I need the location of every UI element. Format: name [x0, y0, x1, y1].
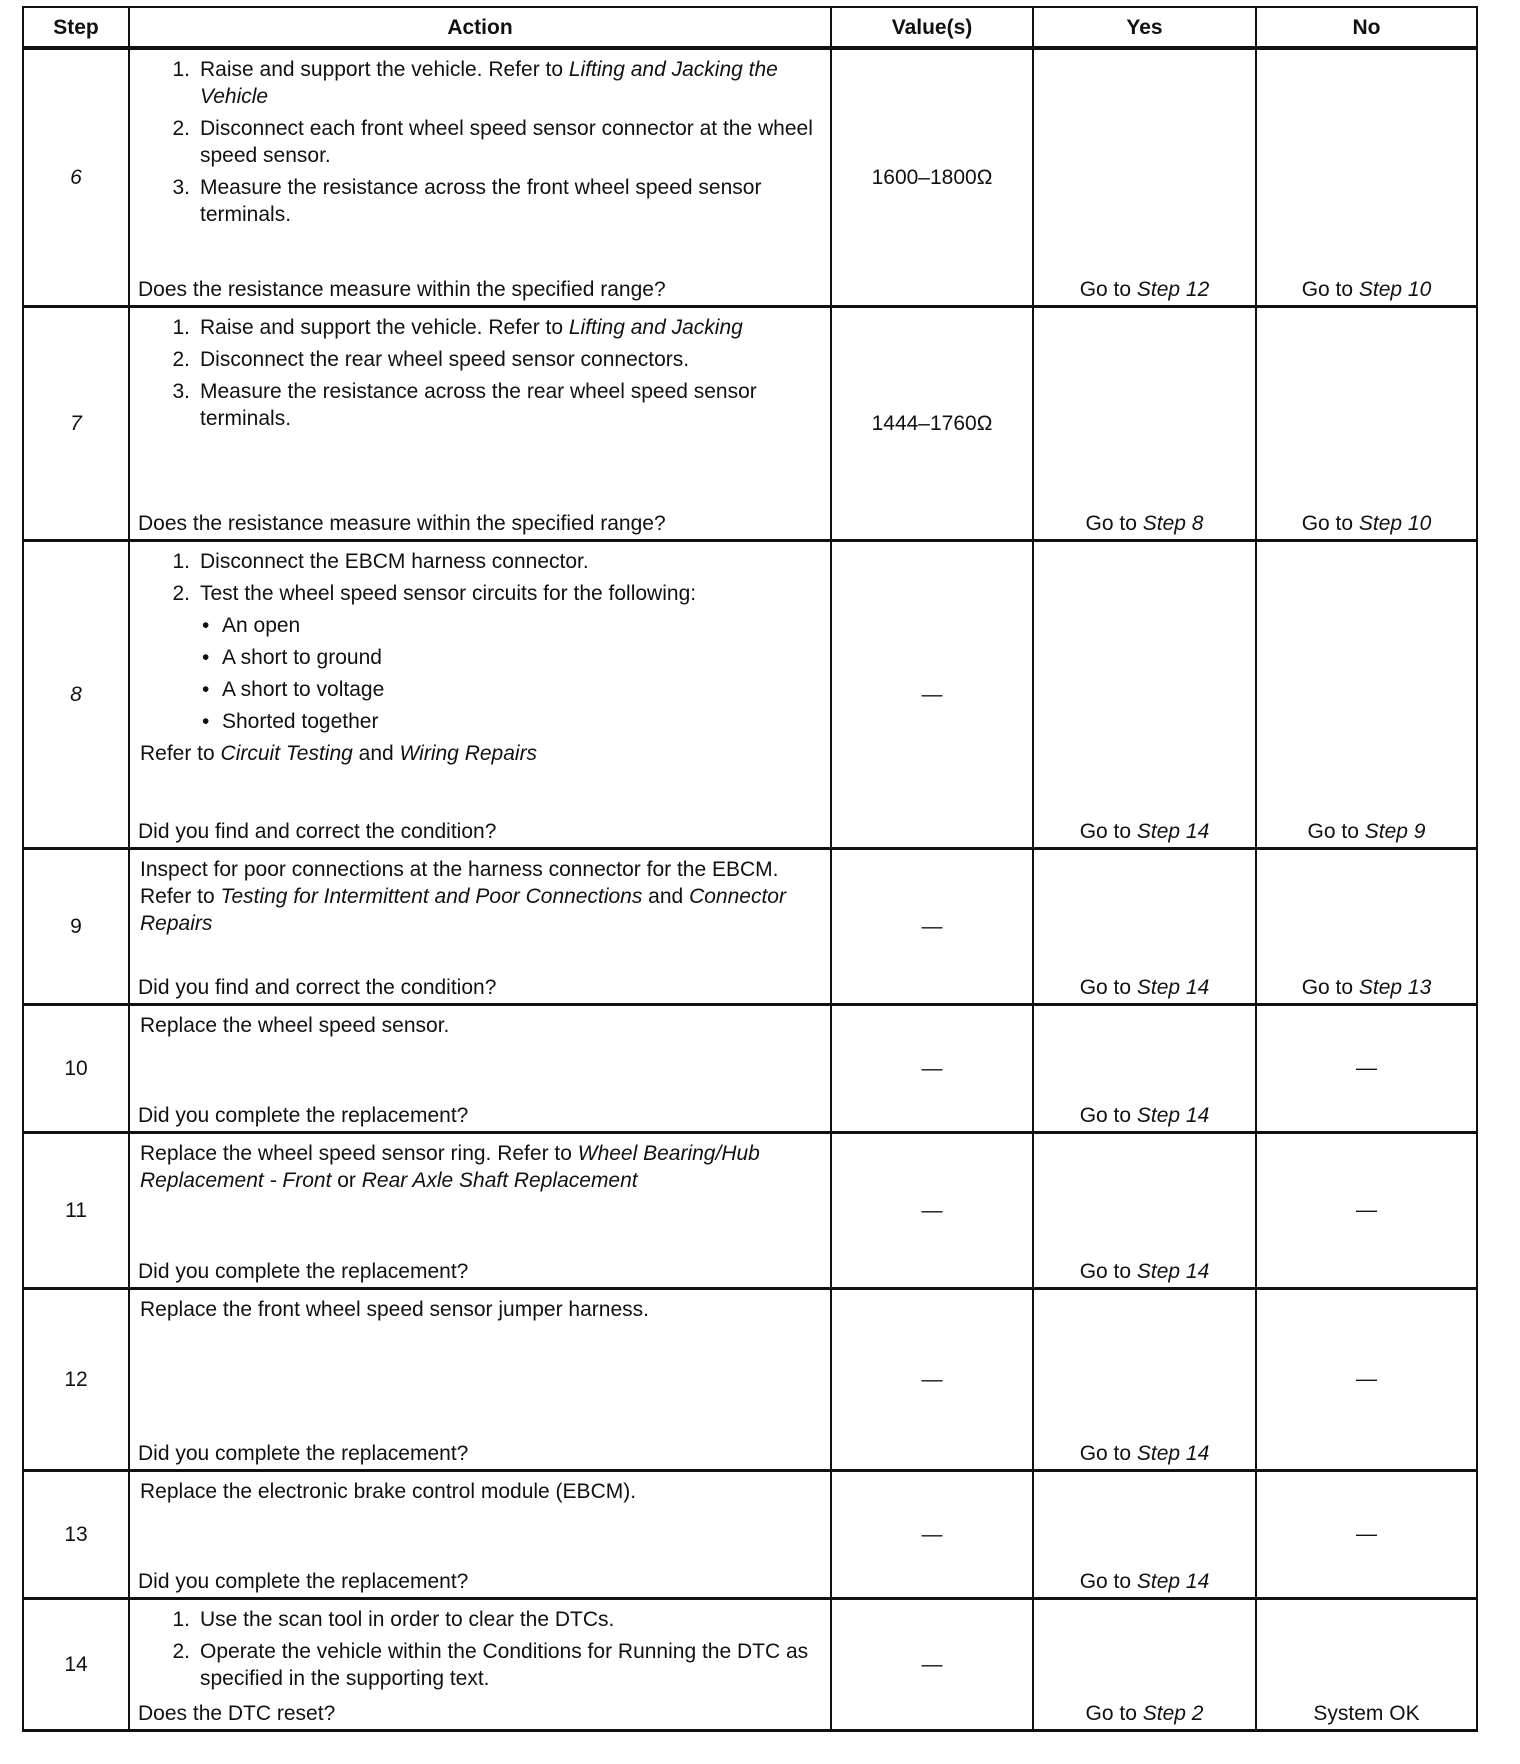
bullet-icon: •: [202, 613, 210, 637]
goto-label: Go to: [1085, 1701, 1143, 1725]
value-text: —: [921, 1367, 943, 1391]
goto-step: Step 10: [1358, 511, 1432, 535]
action-paragraph: [138, 1012, 820, 1039]
action-paragraph: [138, 856, 820, 937]
no-result: [1257, 974, 1476, 1001]
reference-link: Connector Repairs: [140, 884, 786, 935]
goto-label: Go to: [1085, 511, 1143, 535]
table-row: [23, 1288, 1477, 1470]
yes-result: [1034, 1258, 1255, 1285]
bullet-icon: •: [202, 677, 210, 701]
value-text: —: [921, 1522, 943, 1546]
yes-cell: [1033, 1470, 1256, 1598]
reference-link: Rear Axle Shaft Replacement: [361, 1168, 638, 1192]
step-number: 6: [23, 48, 129, 306]
table-row: [23, 1132, 1477, 1288]
step-index: 2.: [172, 117, 190, 140]
no-dash: —: [1356, 1367, 1377, 1391]
action-cell: [129, 1288, 831, 1470]
reference-link: Lifting and Jacking the Vehicle: [200, 58, 778, 108]
numbered-step: [138, 56, 820, 110]
table-row: [23, 1004, 1477, 1132]
action-text: [200, 1606, 614, 1633]
step-number: 12: [23, 1288, 129, 1470]
text-segment: Test the wheel speed sensor circuits for the following:: [200, 581, 697, 605]
action-text: [222, 644, 382, 671]
no-cell: [1256, 48, 1477, 306]
value-cell: [831, 306, 1033, 540]
goto-label: Go to: [1301, 511, 1359, 535]
numbered-step: [138, 1606, 820, 1633]
step-index: 1.: [172, 58, 190, 81]
goto-label: Go to: [1079, 1569, 1137, 1593]
action-cell: [129, 1470, 831, 1598]
yes-result: [1034, 1440, 1255, 1467]
action-cell: [129, 1598, 831, 1730]
action-text: [200, 314, 743, 341]
numbered-step: [138, 1638, 820, 1692]
action-text: [140, 858, 786, 935]
value-cell: [831, 848, 1033, 1004]
action-paragraph: [138, 740, 820, 767]
no-dash: —: [1356, 1522, 1377, 1546]
reference-link: Testing for Intermittent and Poor Connections: [220, 884, 643, 908]
no-cell: [1256, 1004, 1477, 1132]
no-dash: —: [1356, 1056, 1377, 1080]
yes-cell: [1033, 848, 1256, 1004]
action-text: [200, 174, 820, 228]
action-question: Does the resistance measure within the specified range?: [138, 511, 666, 535]
action-question: Did you complete the replacement?: [138, 1259, 469, 1283]
value-cell: [831, 1288, 1033, 1470]
text-segment: Use the scan tool in order to clear the DTCs.: [200, 1607, 615, 1631]
action-cell: [129, 540, 831, 848]
yes-result: [1034, 1700, 1255, 1727]
goto-step: Step 14: [1136, 1569, 1210, 1593]
header-row: [23, 7, 1477, 48]
step-index: 2.: [172, 347, 190, 371]
action-question: Did you find and correct the condition?: [138, 975, 497, 999]
step-number: 11: [23, 1132, 129, 1288]
text-segment: Shorted together: [222, 709, 379, 733]
yes-cell: [1033, 1132, 1256, 1288]
goto-step: Step 14: [1136, 819, 1210, 843]
yes-cell: [1033, 48, 1256, 306]
text-segment: Inspect for poor connections at the harness connector for the EBCM. Refer to: [140, 857, 779, 908]
numbered-step: [138, 548, 820, 575]
action-question: Did you find and correct the condition?: [138, 819, 497, 843]
action-text: [140, 1142, 760, 1192]
yes-result: [1034, 974, 1255, 1001]
header-step: Step: [23, 7, 129, 48]
action-cell: [129, 48, 831, 306]
value-text: —: [921, 682, 943, 706]
value-text: —: [921, 1652, 943, 1676]
goto-label: Go to: [1301, 277, 1359, 301]
value-cell: [831, 1132, 1033, 1288]
bullet-item: [138, 612, 820, 639]
numbered-step: [138, 378, 820, 432]
text-segment: or: [331, 1168, 362, 1192]
value-cell: [831, 1598, 1033, 1730]
goto-label: Go to: [1301, 975, 1359, 999]
text-segment: Disconnect the rear wheel speed sensor connectors.: [200, 347, 690, 371]
text-segment: Replace the wheel speed sensor ring. Refer to: [140, 1141, 578, 1165]
reference-link: Lifting and Jacking: [568, 315, 743, 339]
action-text: [200, 115, 820, 169]
goto-step: Step 13: [1358, 975, 1432, 999]
value-text: —: [921, 1198, 943, 1222]
step-index: 1.: [172, 315, 190, 339]
header-action: Action: [129, 7, 831, 48]
action-cell: [129, 1004, 831, 1132]
goto-step: Step 9: [1364, 819, 1426, 843]
text-segment: and: [642, 884, 690, 908]
action-text: [222, 708, 378, 735]
no-result: [1257, 510, 1476, 537]
value-text: 1444–1760Ω: [871, 411, 993, 435]
step-number: 9: [23, 848, 129, 1004]
text-segment: A short to ground: [222, 645, 382, 669]
text-segment: Measure the resistance across the rear wheel speed sensor terminals.: [200, 379, 757, 430]
step-index: 2.: [172, 581, 190, 605]
yes-result: [1034, 276, 1255, 303]
text-segment: Measure the resistance across the front wheel speed sensor terminals.: [200, 176, 762, 226]
header-yes: Yes: [1033, 7, 1256, 48]
action-cell: [129, 848, 831, 1004]
no-result: [1257, 276, 1476, 303]
goto-step: Step 14: [1136, 1259, 1210, 1283]
yes-result: [1034, 1568, 1255, 1595]
bullet-icon: •: [202, 645, 210, 669]
action-paragraph: [138, 1478, 820, 1505]
value-text: 1600–1800Ω: [871, 165, 993, 189]
no-cell: [1256, 1132, 1477, 1288]
text-segment: Raise and support the vehicle. Refer to: [200, 315, 569, 339]
no-cell: [1256, 848, 1477, 1004]
value-cell: [831, 1470, 1033, 1598]
action-text: [140, 1480, 636, 1503]
action-question: Does the DTC reset?: [138, 1701, 336, 1725]
value-text: —: [921, 914, 943, 938]
action-text: [200, 378, 820, 432]
header-no: No: [1256, 7, 1477, 48]
no-cell: [1256, 306, 1477, 540]
action-text: [200, 548, 589, 575]
reference-link: Circuit Testing: [220, 741, 353, 765]
action-text: [140, 1014, 449, 1037]
no-cell: [1256, 1598, 1477, 1730]
no-cell: [1256, 540, 1477, 848]
no-result: [1257, 818, 1476, 845]
table-row: [23, 1598, 1477, 1730]
yes-result: [1034, 1102, 1255, 1129]
goto-label: Go to: [1079, 1103, 1137, 1127]
text-segment: Raise and support the vehicle. Refer to: [200, 58, 569, 81]
text-segment: Replace the wheel speed sensor.: [140, 1013, 450, 1037]
step-index: 3.: [172, 176, 190, 199]
goto-step: Step 14: [1136, 975, 1210, 999]
action-cell: [129, 306, 831, 540]
action-question: Does the resistance measure within the specified range?: [138, 277, 666, 301]
goto-step: Step 10: [1358, 277, 1432, 301]
numbered-step: [138, 346, 820, 373]
text-segment: and: [352, 741, 400, 765]
goto-step: Step 12: [1136, 277, 1210, 301]
action-cell: [129, 1132, 831, 1288]
step-index: 2.: [172, 1639, 190, 1663]
action-question: Did you complete the replacement?: [138, 1569, 469, 1593]
table-row: [23, 48, 1477, 306]
goto-step: Step 2: [1142, 1701, 1204, 1725]
text-segment: Replace the electronic brake control module (EBCM).: [140, 1479, 637, 1503]
value-cell: [831, 48, 1033, 306]
value-cell: [831, 540, 1033, 848]
table-row: [23, 848, 1477, 1004]
step-number: 8: [23, 540, 129, 848]
text-segment: Operate the vehicle within the Conditions for Running the DTC as specified in the supporting text.: [200, 1639, 809, 1690]
numbered-step: [138, 174, 820, 228]
no-dash: —: [1356, 1198, 1377, 1222]
action-text: [222, 676, 384, 703]
yes-cell: [1033, 1004, 1256, 1132]
goto-step: Step 8: [1142, 511, 1204, 535]
bullet-item: [138, 708, 820, 735]
bullet-icon: •: [202, 709, 210, 733]
reference-link: Wheel Bearing/Hub Replacement - Front: [140, 1141, 760, 1192]
yes-cell: [1033, 1598, 1256, 1730]
table-row: [23, 306, 1477, 540]
numbered-step: [138, 115, 820, 169]
text-segment: Refer to: [140, 741, 221, 765]
text-segment: Replace the front wheel speed sensor jumper harness.: [140, 1297, 649, 1321]
goto-label: Go to: [1307, 819, 1365, 843]
action-text: [140, 1298, 649, 1321]
bullet-item: [138, 644, 820, 671]
action-text: [200, 580, 696, 607]
bullet-item: [138, 676, 820, 703]
diagnostic-table: [22, 6, 1478, 1732]
yes-cell: [1033, 1288, 1256, 1470]
yes-cell: [1033, 306, 1256, 540]
action-question: Did you complete the replacement?: [138, 1103, 469, 1127]
step-index: 3.: [172, 379, 190, 403]
no-cell: [1256, 1288, 1477, 1470]
action-text: [200, 346, 689, 373]
table-row: [23, 1470, 1477, 1598]
goto-step: Step 14: [1136, 1103, 1210, 1127]
no-cell: [1256, 1470, 1477, 1598]
no-result: System OK: [1313, 1701, 1420, 1725]
goto-label: Go to: [1079, 975, 1137, 999]
action-text: [200, 56, 820, 110]
header-values: Value(s): [831, 7, 1033, 48]
action-text: [140, 742, 537, 765]
step-number: 13: [23, 1470, 129, 1598]
numbered-step: [138, 580, 820, 607]
text-segment: A short to voltage: [222, 677, 385, 701]
action-text: [200, 1638, 820, 1692]
yes-result: [1034, 818, 1255, 845]
goto-step: Step 14: [1136, 1441, 1210, 1465]
goto-label: Go to: [1079, 819, 1137, 843]
goto-label: Go to: [1079, 1441, 1137, 1465]
value-text: —: [921, 1056, 943, 1080]
text-segment: Disconnect the EBCM harness connector.: [200, 549, 589, 573]
action-paragraph: [138, 1296, 820, 1323]
text-segment: Disconnect each front wheel speed sensor connector at the wheel speed sensor.: [200, 117, 813, 167]
table-row: [23, 540, 1477, 848]
action-text: [222, 612, 300, 639]
step-index: 1.: [172, 1607, 190, 1631]
yes-result: [1034, 510, 1255, 537]
step-number: 7: [23, 306, 129, 540]
numbered-step: [138, 314, 820, 341]
yes-cell: [1033, 540, 1256, 848]
text-segment: An open: [222, 613, 301, 637]
value-cell: [831, 1004, 1033, 1132]
step-index: 1.: [172, 549, 190, 573]
action-paragraph: [138, 1140, 820, 1194]
step-number: 14: [23, 1598, 129, 1730]
goto-label: Go to: [1079, 1259, 1137, 1283]
step-number: 10: [23, 1004, 129, 1132]
reference-link: Wiring Repairs: [399, 741, 538, 765]
action-question: Did you complete the replacement?: [138, 1441, 469, 1465]
goto-label: Go to: [1079, 277, 1137, 301]
